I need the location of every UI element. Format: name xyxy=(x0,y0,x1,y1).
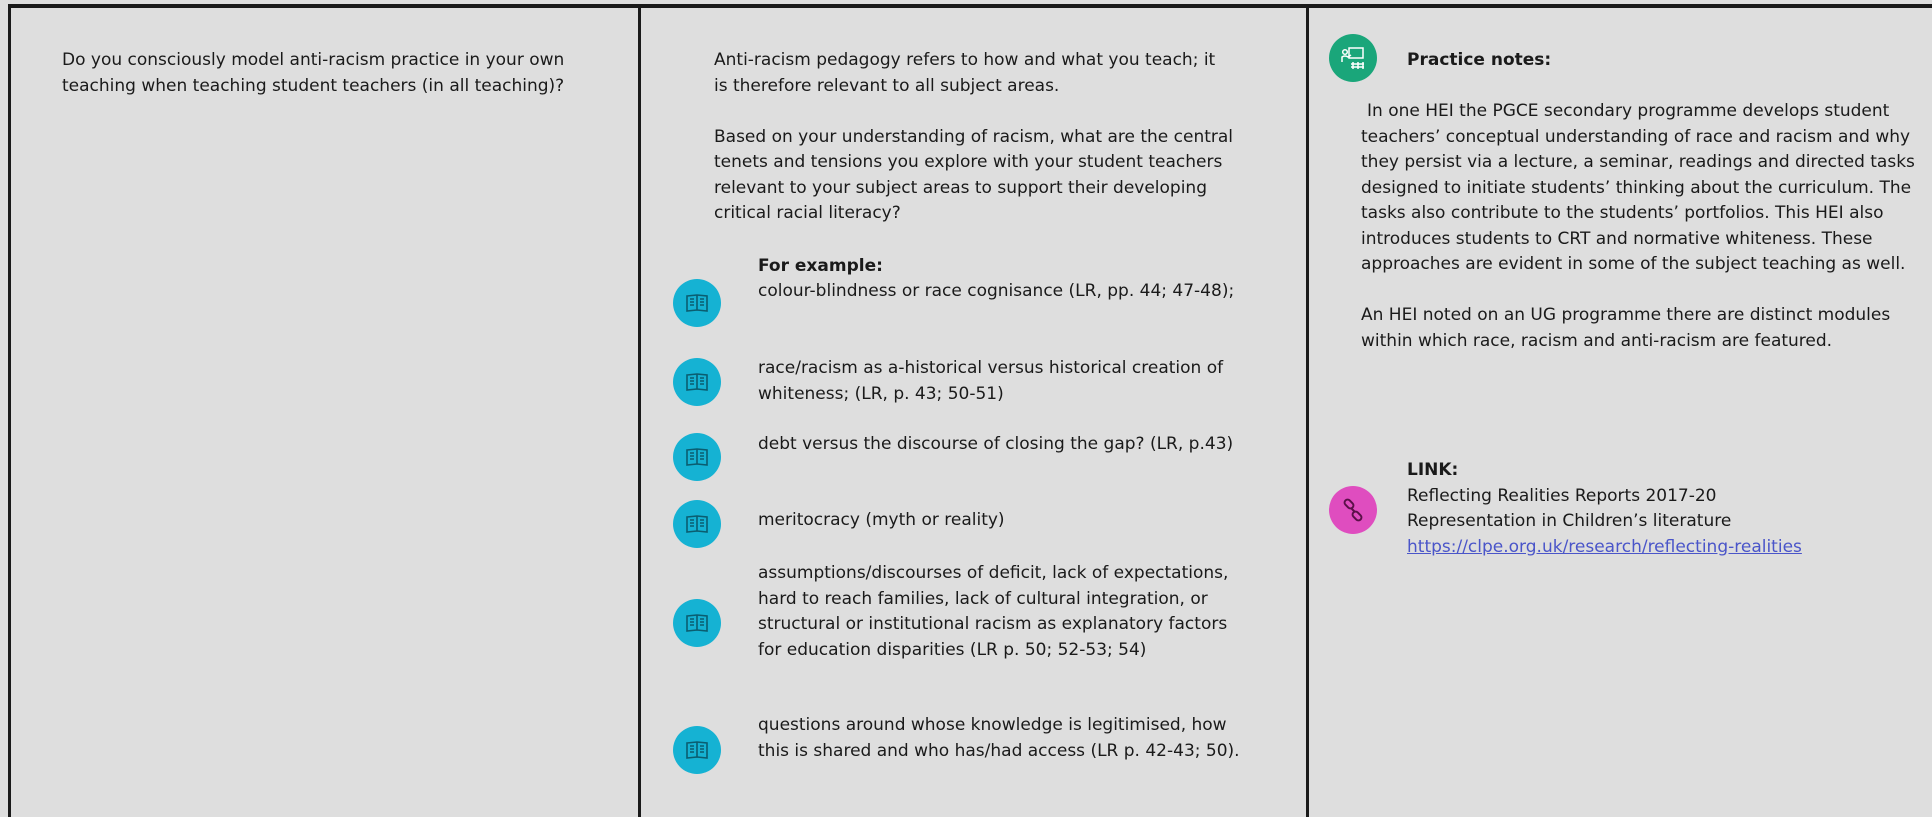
book-icon xyxy=(673,500,721,548)
reflecting-realities-link[interactable]: https://clpe.org.uk/research/reflecting-realities xyxy=(1407,536,1802,557)
book-icon xyxy=(673,358,721,406)
practice-note-paragraph-1: In one HEI the PGCE secondary programme develops student teachers’ conceptual understanding of race and racism and why they persist via a lecture, a seminar, readings and directed tasks designed to initiate students’ thinking about the curriculum. The tasks also contribute to the students’ portfolios. This HEI also introduces students to CRT and normative whiteness. These approaches are evident in some of the subject teaching as well. xyxy=(1361,101,1915,274)
examples-heading: For example: xyxy=(758,256,883,276)
intro-paragraph-2: Based on your understanding of racism, what are the central tenets and tensions you explore with your student teachers relevant to your subject areas to support their developing critical racial literacy? xyxy=(714,126,1234,223)
link-title-line-1: Reflecting Realities Reports 2017-20 xyxy=(1407,485,1717,506)
link-block xyxy=(1407,458,1927,560)
example-item-6: questions around whose knowledge is legitimised, how this is shared and who has/had access (LR p. 42-43; 50). xyxy=(758,715,1240,761)
classroom-teacher-icon xyxy=(1329,34,1377,82)
book-icon xyxy=(673,726,721,774)
pedagogy-intro xyxy=(714,48,1234,252)
question-column xyxy=(11,8,641,817)
example-item-2: race/racism as a-historical versus historical creation of whiteness; (LR, p. 43; 50-51) xyxy=(758,358,1224,404)
book-icon xyxy=(673,599,721,647)
practice-note-paragraph-2: An HEI noted on an UG programme there are distinct modules within which race, racism and anti-racism are featured. xyxy=(1361,305,1891,351)
practice-notes-heading: Practice notes: xyxy=(1407,50,1552,70)
book-icon xyxy=(673,279,721,327)
content-table xyxy=(8,4,1932,817)
chain-link-icon xyxy=(1329,486,1377,534)
link-title-line-2: Representation in Children’s literature xyxy=(1407,511,1732,531)
link-heading: LINK: xyxy=(1407,460,1459,480)
practice-notes-body xyxy=(1361,99,1921,380)
question-text: Do you consciously model anti-racism practice in your own teaching when teaching student teachers (in all teaching)? xyxy=(62,50,565,96)
practice-notes-column xyxy=(1309,8,1932,817)
pedagogy-column xyxy=(641,8,1309,817)
example-item-5: assumptions/discourses of deficit, lack of expectations, hard to reach families, lack of cultural integration, or structural or institutional racism as explanatory factors for education disparities (LR p. 50; 52-53; 54) xyxy=(758,563,1229,660)
example-item-1: colour-blindness or race cognisance (LR, pp. 44; 47-48); xyxy=(758,281,1235,301)
example-item-4: meritocracy (myth or reality) xyxy=(758,510,1005,530)
book-icon xyxy=(673,433,721,481)
intro-paragraph-1: Anti-racism pedagogy refers to how and what you teach; it is therefore relevant to all subject areas. xyxy=(714,50,1216,96)
example-item-3: debt versus the discourse of closing the gap? (LR, p.43) xyxy=(758,434,1234,454)
